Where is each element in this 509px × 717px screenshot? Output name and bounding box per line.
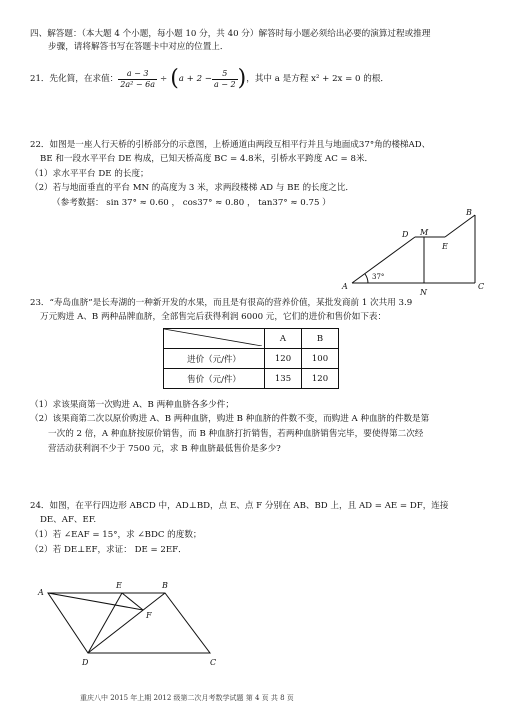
fig-label-D: D — [402, 230, 409, 239]
fig-label-B: B — [466, 208, 472, 217]
parallelogram-figure — [30, 575, 230, 670]
fig-label-N: N — [420, 288, 427, 297]
fig-label-E: E — [116, 581, 122, 590]
table-cell: 135 — [265, 369, 302, 389]
q22-line1: 22．如图是一座人行天桥的引桥部分的示意图，上桥通道由两段互相平行并且与地面成37°角的楼梯AD、 — [30, 140, 431, 150]
fig-segment-AF — [48, 593, 143, 610]
q23-part2-line3: 营活动获利润不少于 7500 元，求 B 种血脐最低售价是多少? — [48, 444, 281, 454]
q23-part2-line1: （2）该果商第二次以原价购进 A、B 两种血脐，购进 B 种血脐的件数不变，而购进 A 种血脐的件数是第 — [30, 414, 430, 424]
fig-parallelogram-ABCD — [48, 593, 210, 653]
table-cell: 120 — [265, 349, 302, 369]
bridge-figure — [340, 205, 490, 300]
q21-frac2-denominator: a − 2 — [213, 79, 236, 89]
q24-part2: （2）若 DE⊥EF，求证： DE = 2EF． — [30, 545, 187, 555]
fig-segment-EF — [122, 593, 143, 610]
table-header-b: B — [302, 329, 339, 349]
q23-line2: 万元购进 A、B 两种品牌血脐，全部售完后获得利润 6000 元，它们的进价和售价如下表： — [40, 312, 387, 322]
table-cell: 100 — [302, 349, 339, 369]
table-cell: 进价（元/件） — [164, 349, 265, 369]
q21-operator: ÷ — [160, 73, 168, 84]
q23-part1: （1）求该果商第一次购进 A、B 两种血脐各多少件； — [30, 400, 234, 410]
table-cell: 售价（元/件） — [164, 369, 265, 389]
fig-label-E: E — [442, 242, 448, 251]
fig-label-M: M — [420, 228, 429, 237]
q24-line1: 24．如图，在平行四边形 ABCD 中，AD⊥BD，点 E、点 F 分别在 AB、BD 上，且 AD = AE = DF，连接 — [30, 501, 449, 511]
page-footer: 重庆八中 2015 年上期 2012 级第二次月考数学试题 第 4 页 共 8 页 — [80, 694, 294, 702]
q21-fraction-2 — [212, 69, 238, 89]
table-row — [164, 349, 339, 369]
diagonal-line — [164, 329, 262, 346]
q21-frac1-numerator: a − 3 — [118, 69, 157, 80]
q21-paren-expr: a + 2 − — [178, 73, 212, 84]
fig-label-B: B — [162, 581, 168, 590]
q22-reference-data: （参考数据： sin 37° ≈ 0.60 ， cos37° ≈ 0.80 ， tan37° ≈ 0.75 ） — [52, 198, 331, 208]
table-header-row — [164, 329, 339, 349]
q21-fraction-1 — [118, 69, 157, 89]
q24-part1: （1）若 ∠EAF = 15°，求 ∠BDC 的度数； — [30, 530, 202, 540]
q21-paren-close: ) — [237, 66, 247, 91]
q24-line2: DE、AF、EF. — [40, 515, 97, 525]
fig-label-C: C — [478, 282, 485, 291]
q22-part2: （2）若与地面垂直的平台 MN 的高度为 3 米，求两段楼梯 AD 与 BE 的长度之比． — [30, 183, 355, 193]
q21-paren-open: ( — [170, 66, 179, 91]
table-cell: 120 — [302, 369, 339, 389]
q22-part1: （1）求水平平台 DE 的长度； — [30, 169, 149, 179]
price-table — [163, 328, 339, 389]
section-heading-line1: 四、解答题：（本大题 4 个小题，每小题 10 分，共 40 分）解答时每小题必须给出必要的演算过程或推理 — [30, 29, 431, 39]
fig-label-C: C — [210, 658, 217, 667]
fig-label-D: D — [82, 658, 89, 667]
q22-line2: BE 和一段水平平台 DE 构成，已知天桥高度 BC = 4.8米，引桥水平跨度 AC = 8米． — [40, 154, 374, 164]
fig-label-angle: 37° — [372, 273, 385, 281]
fig-segment-DE — [88, 593, 122, 653]
q21-frac2-numerator: 5 — [212, 69, 238, 80]
question-21 — [30, 64, 389, 94]
fig-angle-arc — [365, 274, 368, 283]
q21-suffix: ，其中 a 是方程 x² + 2x = 0 的根． — [246, 73, 390, 84]
fig-label-A: A — [342, 282, 348, 291]
table-header-a: A — [265, 329, 302, 349]
fig-stair-EB — [445, 215, 475, 237]
fig-label-F: F — [146, 611, 152, 620]
q21-prefix: 21．先化简，在求值： — [30, 73, 119, 84]
fig-label-A: A — [38, 588, 44, 597]
table-row — [164, 369, 339, 389]
table-corner-cell — [164, 329, 265, 349]
q23-part2-line2: 一次的 2 倍，A 种血脐按原价销售，而 B 种血脐打折销售，若两种血脐销售完毕，要使得第二次经 — [48, 429, 424, 439]
q23-line1: 23．“寿岛血脐”是长寿湖的一种新开发的水果，而且是有很高的营养价值，某批发商前 1 次共用 3.9 — [30, 298, 413, 308]
q21-frac1-denominator: 2a² − 6a — [120, 79, 155, 89]
section-heading-line2: 步骤，请将解答书写在答题卡中对应的位置上． — [48, 42, 229, 52]
